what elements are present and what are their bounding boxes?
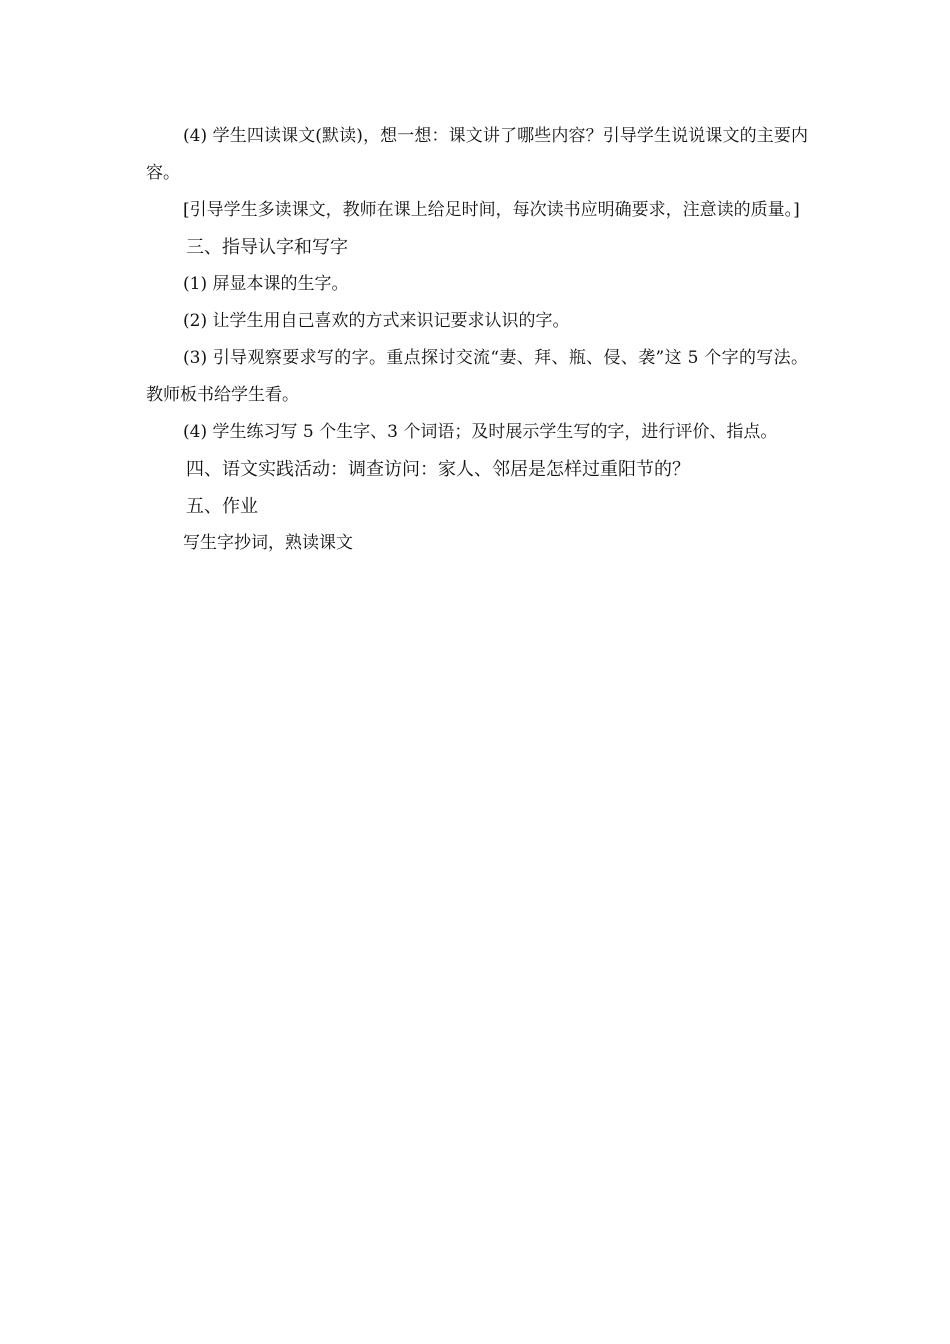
paragraph-homework: 写生字抄词，熟读课文 bbox=[183, 533, 353, 553]
document-body bbox=[146, 118, 808, 562]
section-heading-homework: 五、作业 bbox=[186, 496, 258, 517]
section-heading-characters: 三、指导认字和写字 bbox=[186, 237, 348, 258]
paragraph-teacher-note: [引导学生多读课文，教师在课上给足时间，每次读书应明确要求，注意读的质量。] bbox=[183, 200, 800, 220]
paragraph-step-4: (4) 学生练习写 5 个生字、3 个词语；及时展示学生写的字，进行评价、指点。 bbox=[183, 422, 778, 442]
paragraph-read-silently: (4) 学生四读课文(默读)，想一想：课文讲了哪些内容？引导学生说说课文的主要内容。 bbox=[146, 126, 808, 183]
section-heading-practice: 四、语文实践活动：调查访问：家人、邻居是怎样过重阳节的？ bbox=[186, 459, 690, 480]
paragraph-step-3: (3) 引导观察要求写的字。重点探讨交流“妻、拜、瓶、侵、袭”这 5 个字的写法。教师板书给学生看。 bbox=[146, 348, 808, 405]
paragraph-step-1: (1) 屏显本课的生字。 bbox=[183, 274, 349, 294]
paragraph-step-2: (2) 让学生用自己喜欢的方式来识记要求认识的字。 bbox=[183, 311, 570, 331]
